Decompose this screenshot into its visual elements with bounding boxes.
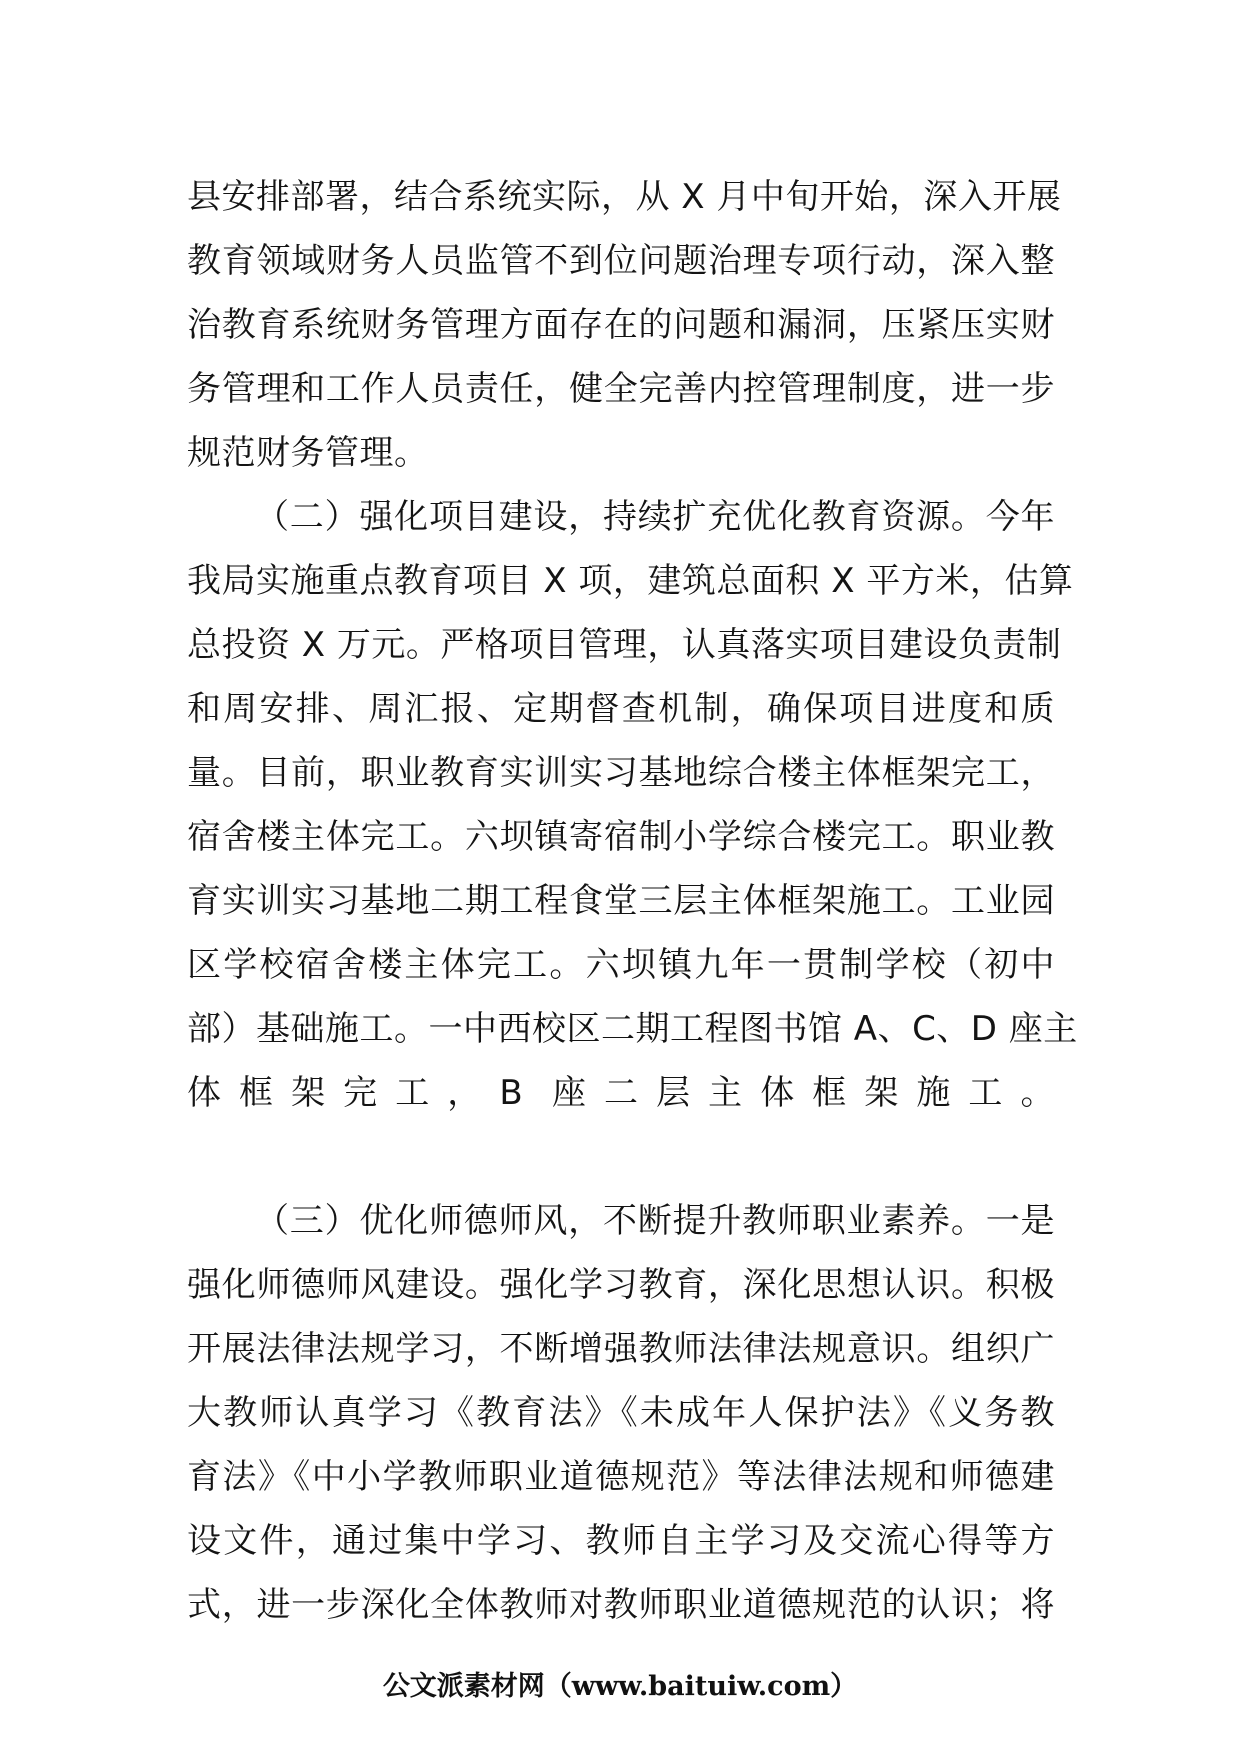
- text-line: 量。目前，职业教育实训实习基地综合楼主体框架完工，: [187, 753, 1055, 793]
- text-line: 式，进一步深化全体教师对教师职业道德规范的认识；将: [187, 1585, 1055, 1625]
- text-line: 开展法律法规学习，不断增强教师法律法规意识。组织广: [187, 1329, 1055, 1369]
- text-line: 教育领域财务人员监管不到位问题治理专项行动，深入整: [187, 241, 1055, 281]
- text-line: 区学校宿舍楼主体完工。六坝镇九年一贯制学校（初中: [187, 945, 1055, 985]
- paragraph-3: [187, 1189, 1055, 1637]
- text-line: 总投资 X 万元。严格项目管理，认真落实项目建设负责制: [187, 625, 1062, 665]
- text-line: 大教师认真学习《教育法》《未成年人保护法》《义务教: [187, 1393, 1055, 1433]
- text-line: 体框架完工，B 座二层主体框架施工。: [187, 1073, 1055, 1113]
- text-line: 我局实施重点教育项目 X 项，建筑总面积 X 平方米，估算: [187, 561, 1074, 601]
- paragraph-1: [187, 165, 1062, 485]
- text-line: 部）基础施工。一中西校区二期工程图书馆 A、C、D 座主: [187, 1009, 1078, 1049]
- text-line: 育法》《中小学教师职业道德规范》等法律法规和师德建: [187, 1457, 1055, 1497]
- text-line: 规范财务管理。: [187, 433, 429, 473]
- text-line: 强化师德师风建设。强化学习教育，深化思想认识。积极: [187, 1265, 1055, 1305]
- section-heading-line: （二）强化项目建设，持续扩充优化教育资源。今年: [255, 497, 1055, 537]
- footer-source: 公文派素材网（www.baituiw.com）: [382, 1671, 858, 1702]
- paragraph-2: [187, 485, 1078, 1189]
- document-body: [187, 165, 1078, 1637]
- text-line: 县安排部署，结合系统实际，从 X 月中旬开始，深入开展: [187, 177, 1062, 217]
- text-line: 设文件，通过集中学习、教师自主学习及交流心得等方: [187, 1521, 1055, 1561]
- section-heading-line: （三）优化师德师风，不断提升教师职业素养。一是: [255, 1201, 1055, 1241]
- text-line: 和周安排、周汇报、定期督查机制，确保项目进度和质: [187, 689, 1055, 729]
- text-line: 育实训实习基地二期工程食堂三层主体框架施工。工业园: [187, 881, 1055, 921]
- text-line: 务管理和工作人员责任，健全完善内控管理制度，进一步: [187, 369, 1055, 409]
- text-line: 宿舍楼主体完工。六坝镇寄宿制小学综合楼完工。职业教: [187, 817, 1055, 857]
- text-line: 治教育系统财务管理方面存在的问题和漏洞，压紧压实财: [187, 305, 1055, 345]
- text-line: [187, 1125, 1055, 1189]
